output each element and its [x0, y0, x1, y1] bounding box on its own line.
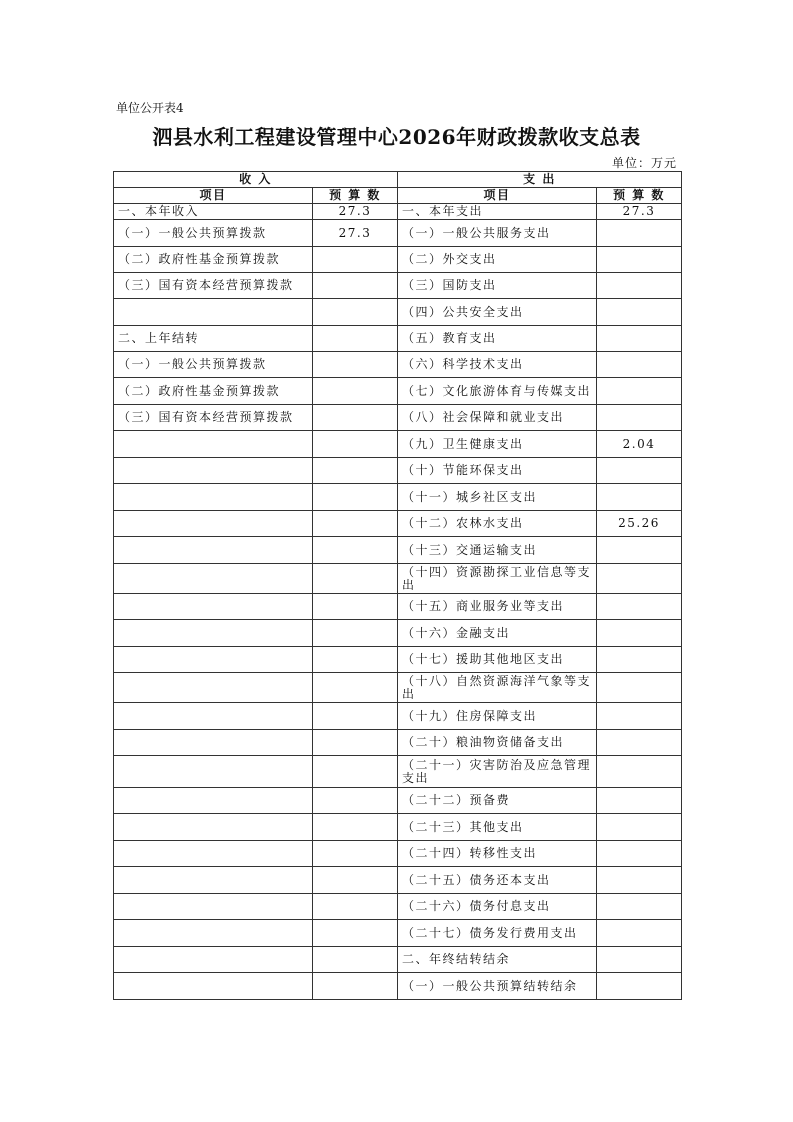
- income-budget-cell: [313, 378, 398, 405]
- income-item-cell: [114, 431, 313, 458]
- expense-budget-cell: [597, 220, 682, 247]
- table-row: [114, 788, 682, 814]
- table-row: [114, 594, 682, 620]
- table-row: [114, 620, 682, 647]
- income-item-cell: [114, 703, 313, 730]
- expense-item-cell: （二十七）债务发行费用支出: [398, 920, 597, 947]
- income-budget-cell: [313, 484, 398, 511]
- income-header: 收 入: [114, 172, 398, 188]
- income-budget-cell: [313, 564, 398, 594]
- income-budget-cell: [313, 973, 398, 1000]
- income-item-cell: [114, 594, 313, 620]
- income-budget-cell: [313, 647, 398, 673]
- table-row: [114, 247, 682, 273]
- table-row: [114, 431, 682, 458]
- expense-item-cell: （二十二）预备费: [398, 788, 597, 814]
- income-budget-cell: [313, 894, 398, 920]
- income-item-cell: [114, 841, 313, 867]
- income-budget-cell: [313, 841, 398, 867]
- expense-item-cell: （五）教育支出: [398, 326, 597, 352]
- expense-item-cell: （十七）援助其他地区支出: [398, 647, 597, 673]
- income-budget-cell: [313, 247, 398, 273]
- expense-budget-cell: [597, 352, 682, 378]
- expense-budget-cell: [597, 947, 682, 973]
- expense-item-cell: （七）文化旅游体育与传媒支出: [398, 378, 597, 405]
- unit-label: 单位：万元: [612, 156, 678, 170]
- expense-budget-cell: [597, 594, 682, 620]
- expense-budget-cell: [597, 920, 682, 947]
- expense-item-cell: （二十六）债务付息支出: [398, 894, 597, 920]
- income-budget-cell: [313, 594, 398, 620]
- expense-item-cell: （二十四）转移性支出: [398, 841, 597, 867]
- table-row: [114, 326, 682, 352]
- expense-item-cell: （八）社会保障和就业支出: [398, 405, 597, 431]
- income-budget-header: 预 算 数: [313, 188, 398, 204]
- income-budget-cell: [313, 814, 398, 841]
- expense-budget-cell: [597, 894, 682, 920]
- expense-budget-cell: [597, 867, 682, 894]
- income-budget-cell: [313, 730, 398, 756]
- income-item-cell: 二、上年结转: [114, 326, 313, 352]
- header-row-section: [114, 172, 682, 188]
- income-item-cell: （三）国有资本经营预算拨款: [114, 273, 313, 299]
- expense-item-cell: （一）一般公共服务支出: [398, 220, 597, 247]
- expense-budget-cell: [597, 405, 682, 431]
- expense-item-cell: 二、年终结转结余: [398, 947, 597, 973]
- expense-item-cell: （二十三）其他支出: [398, 814, 597, 841]
- expense-item-cell: （十八）自然资源海洋气象等支出: [398, 673, 597, 703]
- income-item-cell: [114, 511, 313, 537]
- expense-budget-cell: [597, 484, 682, 511]
- table-row: [114, 299, 682, 326]
- expense-item-cell: （二）外交支出: [398, 247, 597, 273]
- income-item-cell: [114, 814, 313, 841]
- income-budget-cell: [313, 867, 398, 894]
- income-item-cell: [114, 894, 313, 920]
- income-budget-cell: [313, 458, 398, 484]
- income-budget-cell: [313, 299, 398, 326]
- income-budget-cell: [313, 703, 398, 730]
- table-row: [114, 484, 682, 511]
- income-item-cell: [114, 730, 313, 756]
- income-item-cell: [114, 867, 313, 894]
- document-label: 单位公开表4: [116, 101, 184, 115]
- income-item-cell: [114, 484, 313, 511]
- expense-item-cell: （三）国防支出: [398, 273, 597, 299]
- income-item-cell: [114, 947, 313, 973]
- income-item-cell: [114, 788, 313, 814]
- expense-budget-cell: [597, 537, 682, 564]
- income-budget-cell: [313, 620, 398, 647]
- expense-item-cell: 一、本年支出: [398, 204, 597, 220]
- expense-item-cell: （十）节能环保支出: [398, 458, 597, 484]
- expense-item-cell: （二十）粮油物资储备支出: [398, 730, 597, 756]
- income-budget-cell: [313, 756, 398, 788]
- table-row: [114, 378, 682, 405]
- expense-item-cell: （十一）城乡社区支出: [398, 484, 597, 511]
- expense-budget-cell: [597, 458, 682, 484]
- income-budget-cell: [313, 511, 398, 537]
- table-row: [114, 703, 682, 730]
- expense-budget-cell: [597, 788, 682, 814]
- expense-budget-cell: [597, 620, 682, 647]
- table-row: [114, 814, 682, 841]
- table-row: [114, 894, 682, 920]
- income-budget-cell: [313, 431, 398, 458]
- expense-header: 支 出: [398, 172, 682, 188]
- income-item-cell: [114, 537, 313, 564]
- income-budget-cell: [313, 673, 398, 703]
- table-row: [114, 673, 682, 703]
- expense-budget-header: 预 算 数: [597, 188, 682, 204]
- expense-budget-cell: [597, 756, 682, 788]
- expense-item-cell: （一）一般公共预算结转结余: [398, 973, 597, 1000]
- expense-item-cell: （十五）商业服务业等支出: [398, 594, 597, 620]
- table-row: [114, 867, 682, 894]
- table-row: [114, 841, 682, 867]
- table-row: [114, 511, 682, 537]
- expense-budget-cell: [597, 703, 682, 730]
- table-row: [114, 756, 682, 788]
- expense-budget-cell: [597, 730, 682, 756]
- table-row: [114, 973, 682, 1000]
- expense-budget-cell: [597, 564, 682, 594]
- income-budget-cell: [313, 273, 398, 299]
- expense-item-cell: （二十一）灾害防治及应急管理支出: [398, 756, 597, 788]
- income-item-cell: （一）一般公共预算拨款: [114, 352, 313, 378]
- table-row: [114, 730, 682, 756]
- income-item-cell: [114, 620, 313, 647]
- header-row-columns: [114, 188, 682, 204]
- expense-item-cell: （十六）金融支出: [398, 620, 597, 647]
- expense-item-cell: （九）卫生健康支出: [398, 431, 597, 458]
- expense-item-cell: （六）科学技术支出: [398, 352, 597, 378]
- expense-budget-cell: [597, 273, 682, 299]
- table-row: [114, 947, 682, 973]
- expense-budget-cell: [597, 673, 682, 703]
- income-item-cell: （三）国有资本经营预算拨款: [114, 405, 313, 431]
- expense-budget-cell: [597, 973, 682, 1000]
- income-budget-cell: 27.3: [313, 220, 398, 247]
- income-item-header: 项目: [114, 188, 313, 204]
- table-row: [114, 564, 682, 594]
- income-item-cell: [114, 458, 313, 484]
- income-budget-cell: 27.3: [313, 204, 398, 220]
- income-item-cell: [114, 564, 313, 594]
- table-row: [114, 204, 682, 220]
- income-item-cell: [114, 973, 313, 1000]
- income-item-cell: 一、本年收入: [114, 204, 313, 220]
- expense-item-header: 项目: [398, 188, 597, 204]
- expense-item-cell: （四）公共安全支出: [398, 299, 597, 326]
- income-item-cell: [114, 920, 313, 947]
- income-item-cell: [114, 299, 313, 326]
- table-row: [114, 920, 682, 947]
- expense-item-cell: （十九）住房保障支出: [398, 703, 597, 730]
- expense-budget-cell: [597, 647, 682, 673]
- income-budget-cell: [313, 788, 398, 814]
- table-row: [114, 647, 682, 673]
- expense-budget-cell: [597, 841, 682, 867]
- income-budget-cell: [313, 352, 398, 378]
- expense-item-cell: （十四）资源勘探工业信息等支出: [398, 564, 597, 594]
- table-row: [114, 352, 682, 378]
- expense-budget-cell: 2.04: [597, 431, 682, 458]
- expense-budget-cell: [597, 299, 682, 326]
- income-item-cell: （二）政府性基金预算拨款: [114, 378, 313, 405]
- income-budget-cell: [313, 326, 398, 352]
- expense-budget-cell: [597, 814, 682, 841]
- table-row: [114, 273, 682, 299]
- expense-budget-cell: 25.26: [597, 511, 682, 537]
- expense-budget-cell: [597, 326, 682, 352]
- expense-item-cell: （十三）交通运输支出: [398, 537, 597, 564]
- page-title: 泗县水利工程建设管理中心2026年财政拨款收支总表: [152, 125, 641, 149]
- income-item-cell: （二）政府性基金预算拨款: [114, 247, 313, 273]
- income-budget-cell: [313, 947, 398, 973]
- income-budget-cell: [313, 920, 398, 947]
- income-item-cell: [114, 647, 313, 673]
- budget-table: [113, 171, 682, 1000]
- income-budget-cell: [313, 537, 398, 564]
- income-item-cell: [114, 756, 313, 788]
- income-item-cell: [114, 673, 313, 703]
- expense-budget-cell: [597, 247, 682, 273]
- expense-budget-cell: [597, 378, 682, 405]
- expense-item-cell: （十二）农林水支出: [398, 511, 597, 537]
- table-row: [114, 458, 682, 484]
- table-row: [114, 220, 682, 247]
- income-item-cell: （一）一般公共预算拨款: [114, 220, 313, 247]
- income-budget-cell: [313, 405, 398, 431]
- expense-budget-cell: 27.3: [597, 204, 682, 220]
- budget-table-body: [114, 172, 682, 1000]
- table-row: [114, 537, 682, 564]
- expense-item-cell: （二十五）债务还本支出: [398, 867, 597, 894]
- table-row: [114, 405, 682, 431]
